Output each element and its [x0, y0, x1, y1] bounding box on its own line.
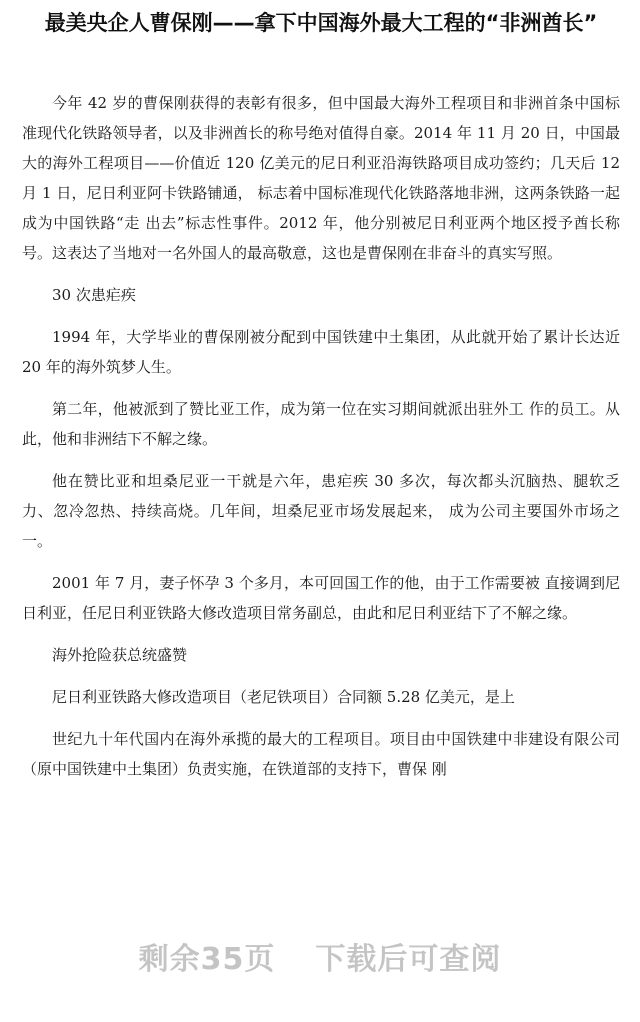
paragraph-zambia: 第二年，他被派到了赞比亚工作，成为第一位在实习期间就派出驻外工 作的员工。从此，他和非洲结下不解之缘。 — [22, 400, 620, 448]
paragraph-project-implementation: 世纪九十年代国内在海外承揽的最大的工程项目。项目由中国铁建中非建设有限公司（原中国铁建中土集团）负责实施，在铁道部的支持下，曹保 刚 — [22, 730, 620, 778]
paragraph-2001: 2001 年 7 月，妻子怀孕 3 个多月，本可回国工作的他，由于工作需要被 直接调到尼日利亚，任尼日利亚铁路大修改造项目常务副总，由此和尼日利亚结下了不解之缘。 — [22, 574, 620, 622]
paragraph-railway-contract: 尼日利亚铁路大修改造项目（老尼铁项目）合同额 5.28 亿美元，是上 — [52, 688, 515, 706]
article-body — [22, 88, 620, 796]
intro-paragraph: 今年 42 岁的曹保刚获得的表彰有很多，但中国最大海外工程项目和非洲首条中国标准现代化铁路领导者，以及非洲酋长的称号绝对值得自豪。2014 年 11 月 20 日，中国最大的海外工程项目——价值近 120 亿美元的尼日利亚沿海铁路项目成功签约；几天后 12 月 1 日，尼日利亚阿卡铁路铺通， 标志着中国标准现代化铁路落地非洲，这两条铁路一起成为中国铁路“走 出去”标志性事件。2012 年，他分别被尼日利亚两个地区授予酋长称号。这表达了当地对一名外国人的最高敬意，这也是曹保刚在非奋斗的真实写照。 — [22, 94, 620, 262]
remaining-pages-text: 剩余35页 — [138, 942, 276, 977]
article-title: 最美央企人曹保刚——拿下中国海外最大工程的“非洲酋长” — [44, 11, 598, 35]
section-heading-rescue: 海外抢险获总统盛赞 — [52, 646, 188, 664]
download-banner[interactable] — [0, 938, 640, 982]
paragraph-1994: 1994 年，大学毕业的曹保刚被分配到中国铁建中土集团，从此就开始了累计长达近 20 年的海外筑梦人生。 — [22, 328, 620, 376]
section-heading-malaria: 30 次患疟疾 — [52, 286, 136, 304]
paragraph-tanzania: 他在赞比亚和坦桑尼亚一干就是六年，患疟疾 30 多次，每次都头沉脑热、腿软乏力、忽冷忽热、持续高烧。几年间，坦桑尼亚市场发展起来， 成为公司主要国外市场之一。 — [22, 472, 620, 550]
download-prompt-text: 下载后可查阅 — [315, 942, 502, 977]
